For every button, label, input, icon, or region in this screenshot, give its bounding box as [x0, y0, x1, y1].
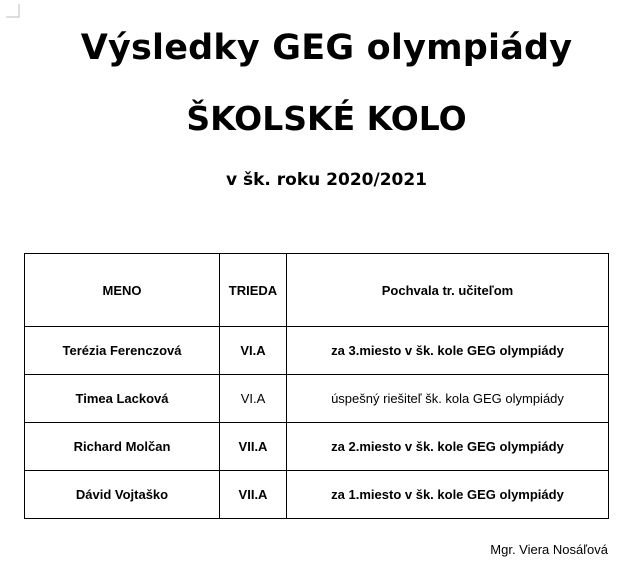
student-name: Dávid Vojtaško	[25, 471, 220, 519]
school-year-line: v šk. roku 2020/2021	[225, 170, 428, 190]
document-title: Výsledky GEG olympiády	[80, 28, 573, 68]
signature: Mgr. Viera Nosáľová	[490, 542, 608, 557]
student-class: VII.A	[220, 471, 287, 519]
table-row	[25, 423, 609, 471]
table-row	[25, 327, 609, 375]
student-class: VI.A	[220, 375, 287, 423]
student-name: Richard Molčan	[25, 423, 220, 471]
header-name: MENO	[25, 254, 220, 327]
praise-text: za 1.miesto v šk. kole GEG olympiády	[287, 471, 609, 519]
student-class: VI.A	[220, 327, 287, 375]
praise-text: úspešný riešiteľ šk. kola GEG olympiády	[287, 375, 609, 423]
table-row	[25, 375, 609, 423]
results-table	[24, 253, 609, 519]
praise-text: za 3.miesto v šk. kole GEG olympiády	[287, 327, 609, 375]
student-name: Terézia Ferenczová	[25, 327, 220, 375]
document-subtitle: ŠKOLSKÉ KOLO	[186, 99, 467, 138]
page-margin-marker	[6, 4, 20, 18]
header-praise: Pochvala tr. učiteľom	[287, 254, 609, 327]
header-class: TRIEDA	[220, 254, 287, 327]
table-header-row	[25, 254, 609, 327]
praise-text: za 2.miesto v šk. kole GEG olympiády	[287, 423, 609, 471]
table-row	[25, 471, 609, 519]
student-class: VII.A	[220, 423, 287, 471]
student-name: Timea Lacková	[25, 375, 220, 423]
